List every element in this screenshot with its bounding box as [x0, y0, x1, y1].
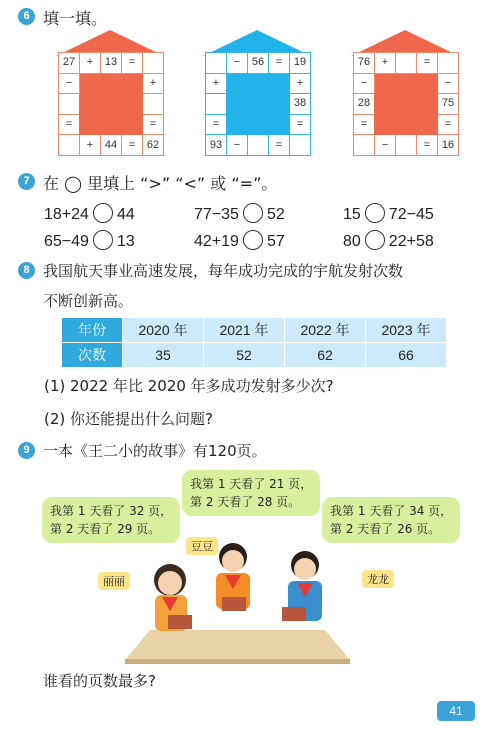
- cell: +: [206, 73, 227, 94]
- year-cell: 2023 年: [366, 318, 447, 343]
- blank-cell[interactable]: [354, 135, 375, 156]
- compare-item: 65−49 13: [44, 230, 135, 251]
- blank-cell[interactable]: [206, 94, 227, 115]
- cell: 75: [438, 94, 459, 115]
- final-question: 谁看的页数最多?: [43, 672, 156, 690]
- cell: =: [143, 114, 164, 135]
- cell: −: [59, 73, 80, 94]
- answer-circle[interactable]: [93, 230, 113, 250]
- cell: =: [269, 53, 290, 74]
- answer-circle[interactable]: [93, 203, 113, 223]
- compare-item: 77−35 52: [194, 203, 285, 224]
- cell: =: [290, 114, 311, 135]
- cell: +: [290, 73, 311, 94]
- cell: 13: [101, 53, 122, 74]
- cell: −: [227, 135, 248, 156]
- cell: =: [417, 53, 438, 74]
- compare-item: 15 72−45: [343, 203, 434, 224]
- house-center: [227, 73, 290, 135]
- question-number: 7: [18, 173, 35, 190]
- question-title: 我国航天事业高速发展，每年成功完成的宇航发射次数: [43, 262, 404, 280]
- cell: +: [375, 53, 396, 74]
- year-cell: 2021 年: [204, 318, 285, 343]
- compare-item: 18+24 44: [44, 203, 135, 224]
- question-title-cont: 不断创新高。: [43, 292, 134, 310]
- count-cell: 35: [123, 343, 204, 368]
- cell: =: [438, 114, 459, 135]
- question-title: 填一填。: [43, 9, 108, 28]
- cell: +: [80, 135, 101, 156]
- cell: =: [206, 114, 227, 135]
- blank-cell[interactable]: [143, 53, 164, 74]
- sub-question-1: (1) 2022 年比 2020 年多成功发射多少次?: [44, 377, 334, 395]
- cell: =: [122, 135, 143, 156]
- cell: −: [227, 53, 248, 74]
- cell: 62: [143, 135, 164, 156]
- blank-cell[interactable]: [59, 135, 80, 156]
- cell: 16: [438, 135, 459, 156]
- cell: =: [122, 53, 143, 74]
- year-cell: 2022 年: [285, 318, 366, 343]
- cell: 38: [290, 94, 311, 115]
- cell: 76: [354, 53, 375, 74]
- launch-table: [61, 317, 447, 368]
- cell: −: [375, 135, 396, 156]
- sub-question-2: (2) 你还能提出什么问题?: [44, 410, 213, 428]
- house-2: [205, 30, 309, 158]
- cell: +: [143, 73, 164, 94]
- question-number: 9: [18, 442, 35, 459]
- cell: 93: [206, 135, 227, 156]
- blank-cell[interactable]: [396, 135, 417, 156]
- house-1: [58, 30, 162, 158]
- blank-cell[interactable]: [438, 53, 459, 74]
- answer-circle[interactable]: [243, 230, 263, 250]
- answer-circle[interactable]: [243, 203, 263, 223]
- name-tag-lili: 丽丽: [98, 572, 130, 590]
- cell: −: [438, 73, 459, 94]
- cell: 44: [101, 135, 122, 156]
- compare-item: 80 22+58: [343, 230, 434, 251]
- house-center: [80, 73, 143, 135]
- blank-cell[interactable]: [396, 53, 417, 74]
- answer-circle[interactable]: [365, 203, 385, 223]
- speech-bubble-doudou: 我第 1 天看了 21 页， 第 2 天看了 28 页。: [182, 470, 320, 516]
- count-cell: 62: [285, 343, 366, 368]
- header-count: 次数: [62, 343, 123, 368]
- cell: −: [354, 73, 375, 94]
- house-3: [353, 30, 457, 158]
- count-cell: 66: [366, 343, 447, 368]
- blank-cell[interactable]: [290, 135, 311, 156]
- question-title: 一本《王二小的故事》有120页。: [43, 442, 267, 460]
- speech-bubble-longlong: 我第 1 天看了 34 页， 第 2 天看了 26 页。: [322, 497, 460, 543]
- name-tag-longlong: 龙龙: [362, 570, 394, 588]
- children-reading-illustration: [110, 535, 360, 665]
- cell: =: [269, 135, 290, 156]
- cell: =: [417, 135, 438, 156]
- cell: 28: [354, 94, 375, 115]
- blank-cell[interactable]: [143, 94, 164, 115]
- cell: =: [354, 114, 375, 135]
- name-tag-doudou: 豆豆: [186, 537, 218, 555]
- cell: +: [80, 53, 101, 74]
- cell: 19: [290, 53, 311, 74]
- question-number: 8: [18, 262, 35, 279]
- speech-bubble-lili: 我第 1 天看了 32 页， 第 2 天看了 29 页。: [42, 497, 180, 543]
- answer-circle[interactable]: [365, 230, 385, 250]
- question-number: 6: [18, 8, 35, 25]
- cell: =: [59, 114, 80, 135]
- cell: 56: [248, 53, 269, 74]
- blank-cell[interactable]: [59, 94, 80, 115]
- house-center: [375, 73, 438, 135]
- year-cell: 2020 年: [123, 318, 204, 343]
- page-number: 41: [437, 701, 475, 721]
- blank-cell[interactable]: [248, 135, 269, 156]
- compare-item: 42+19 57: [194, 230, 285, 251]
- question-title: 在 ◯ 里填上 “>” “<” 或 “=”。: [43, 174, 278, 193]
- header-year: 年份: [62, 318, 123, 343]
- cell: 27: [59, 53, 80, 74]
- count-cell: 52: [204, 343, 285, 368]
- blank-cell[interactable]: [206, 53, 227, 74]
